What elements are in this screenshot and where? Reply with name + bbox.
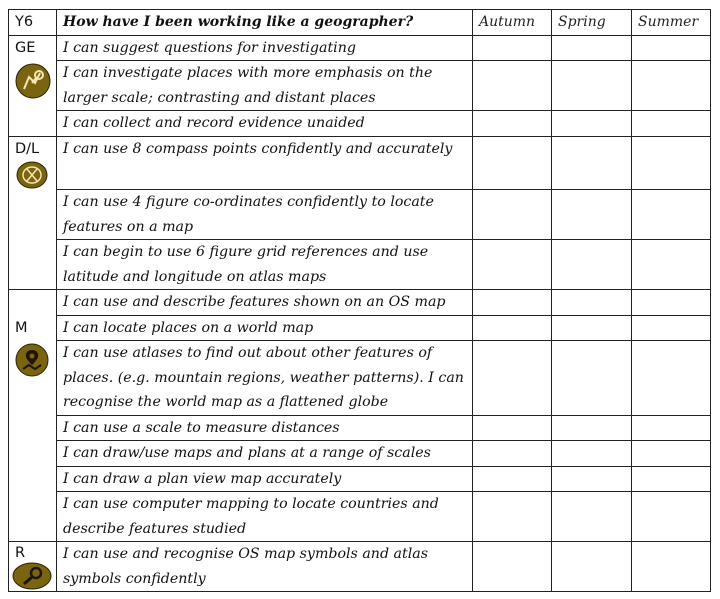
category-label: R (15, 545, 26, 561)
category-cell-m (9, 290, 57, 316)
category-label: D/L (15, 140, 40, 157)
autumn-cell[interactable] (473, 190, 552, 240)
table-row (9, 290, 711, 316)
statement: I can begin to use 6 figure grid references and use latitude and longitude on atlas maps (57, 240, 473, 290)
autumn-cell[interactable] (473, 35, 552, 61)
statement: I can use a scale to measure distances (57, 415, 473, 441)
table-row (9, 441, 711, 467)
spring-cell[interactable] (552, 190, 632, 240)
statement: I can suggest questions for investigating (57, 35, 473, 61)
table-row (9, 61, 711, 111)
autumn-cell[interactable] (473, 136, 552, 190)
autumn-cell[interactable] (473, 240, 552, 290)
table-row (9, 466, 711, 492)
magnifying-glass-icon (12, 562, 52, 599)
spring-cell[interactable] (552, 240, 632, 290)
spring-cell[interactable] (552, 35, 632, 61)
table-row (9, 190, 711, 240)
summer-cell[interactable] (632, 415, 711, 441)
statement: I can locate places on a world map (57, 315, 473, 341)
summer-cell[interactable] (632, 35, 711, 61)
term-autumn: Autumn (473, 10, 552, 36)
summer-cell[interactable] (632, 341, 711, 416)
summer-cell[interactable] (632, 136, 711, 190)
category-label: GE (15, 39, 36, 56)
spring-cell[interactable] (552, 441, 632, 467)
spring-cell[interactable] (552, 466, 632, 492)
statement: I can investigate places with more emphasis on the larger scale; contrasting and distant places (57, 61, 473, 111)
autumn-cell[interactable] (473, 415, 552, 441)
autumn-cell[interactable] (473, 441, 552, 467)
statement: I can use computer mapping to locate countries and describe features studied (57, 492, 473, 542)
autumn-cell[interactable] (473, 492, 552, 542)
summer-cell[interactable] (632, 441, 711, 467)
table-row (9, 240, 711, 290)
table-title: How have I been working like a geographer? (57, 10, 473, 36)
autumn-cell[interactable] (473, 290, 552, 316)
spring-cell[interactable] (552, 542, 632, 592)
spring-cell[interactable] (552, 415, 632, 441)
category-cell-dl (9, 136, 57, 190)
autumn-cell[interactable] (473, 111, 552, 137)
category-cell-r (9, 542, 57, 592)
statement: I can draw a plan view map accurately (57, 466, 473, 492)
term-summer: Summer (632, 10, 711, 36)
table-row (9, 35, 711, 61)
spring-cell[interactable] (552, 492, 632, 542)
statement: I can use 4 figure co-ordinates confidently to locate features on a map (57, 190, 473, 240)
spring-cell[interactable] (552, 341, 632, 416)
table-row (9, 492, 711, 542)
category-label: M (15, 319, 28, 336)
summer-cell[interactable] (632, 111, 711, 137)
statement: I can use and recognise OS map symbols and atlas symbols confidently (57, 542, 473, 592)
table-row (9, 315, 711, 341)
header-row (9, 10, 711, 36)
summer-cell[interactable] (632, 315, 711, 341)
year-label: Y6 (9, 10, 57, 36)
category-cell-ge (9, 35, 57, 61)
statement: I can draw/use maps and plans at a range of scales (57, 441, 473, 467)
spring-cell[interactable] (552, 315, 632, 341)
autumn-cell[interactable] (473, 542, 552, 592)
table-row (9, 111, 711, 137)
summer-cell[interactable] (632, 290, 711, 316)
summer-cell[interactable] (632, 466, 711, 492)
table-row (9, 341, 711, 416)
statement: I can use 8 compass points confidently and accurately (57, 136, 473, 190)
spring-cell[interactable] (552, 61, 632, 111)
spring-cell[interactable] (552, 111, 632, 137)
table-row (9, 136, 711, 190)
summer-cell[interactable] (632, 61, 711, 111)
table-row (9, 542, 711, 592)
summer-cell[interactable] (632, 240, 711, 290)
statement: I can collect and record evidence unaided (57, 111, 473, 137)
term-spring: Spring (552, 10, 632, 36)
autumn-cell[interactable] (473, 466, 552, 492)
spring-cell[interactable] (552, 290, 632, 316)
map-pin-icon (15, 343, 50, 377)
statement: I can use atlases to find out about other features of places. (e.g. mountain regions, weather patterns). I can recognise the world map as a flattened globe (57, 341, 473, 416)
summer-cell[interactable] (632, 492, 711, 542)
magnifier-map-icon (15, 63, 50, 99)
autumn-cell[interactable] (473, 341, 552, 416)
spring-cell[interactable] (552, 136, 632, 190)
summer-cell[interactable] (632, 190, 711, 240)
autumn-cell[interactable] (473, 315, 552, 341)
table-row (9, 415, 711, 441)
assessment-table (8, 9, 711, 592)
compass-icon (15, 161, 50, 189)
summer-cell[interactable] (632, 542, 711, 592)
statement: I can use and describe features shown on an OS map (57, 290, 473, 316)
autumn-cell[interactable] (473, 61, 552, 111)
